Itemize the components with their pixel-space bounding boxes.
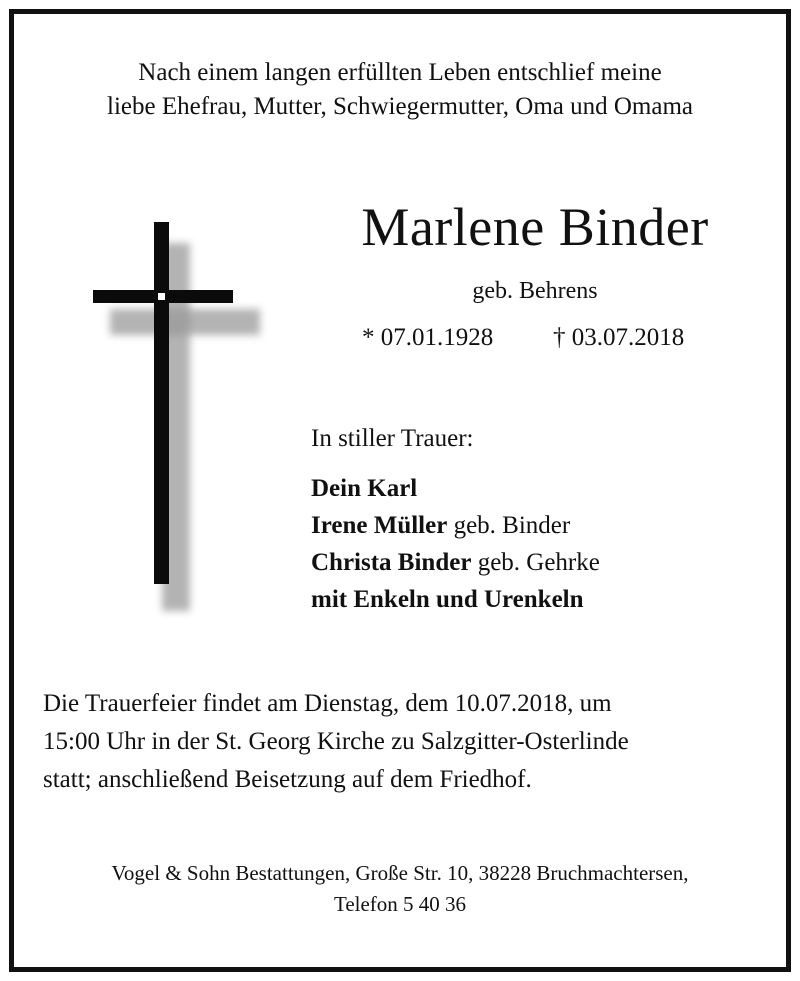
intro-line-1: Nach einem langen erfüllten Leben entschlief meine (138, 59, 662, 86)
funeral-home-phone: Telefon 5 40 36 (333, 892, 467, 916)
mourner-name: Christa Binder (311, 549, 472, 576)
cross-vertical-beam (154, 222, 169, 584)
mourner-list (311, 470, 600, 618)
mourner-item (311, 544, 600, 581)
funeral-home-address: Vogel & Sohn Bestattungen, Große Str. 10, 38228 Bruchmachtersen, (111, 861, 689, 885)
deceased-name: Marlene Binder (361, 197, 709, 257)
intro-line-2: liebe Ehefrau, Mutter, Schwiegermutter, Oma und Omama (107, 93, 693, 120)
mourner-item (311, 581, 600, 618)
mourner-item (311, 507, 600, 544)
death-date: † 03.07.2018 (553, 324, 685, 351)
funeral-home-info (20, 858, 780, 920)
birth-date: * 07.01.1928 (362, 324, 494, 351)
mourner-name: Dein Karl (311, 475, 418, 502)
maiden-name: geb. Behrens (472, 278, 598, 304)
service-details (43, 685, 757, 799)
mourner-note: geb. Gehrke (471, 549, 600, 576)
mourner-name: Irene Müller (311, 512, 448, 539)
service-line-1: Die Trauerfeier findet am Dienstag, dem 10.07.2018, um (43, 690, 612, 717)
mourner-item (311, 470, 600, 507)
cross-center-highlight (158, 293, 165, 300)
service-line-2: 15:00 Uhr in der St. Georg Kirche zu Salzgitter-Osterlinde (43, 728, 629, 755)
service-line-3: statt; anschließend Beisetzung auf dem Friedhof. (43, 766, 532, 793)
mourning-title: In stiller Trauer: (311, 425, 474, 452)
mourner-note: geb. Binder (447, 512, 571, 539)
mourner-name: mit Enkeln und Urenkeln (311, 586, 584, 613)
latin-cross-icon (90, 218, 270, 618)
intro-text (20, 56, 780, 124)
cross-shadow-horizontal (110, 309, 260, 335)
